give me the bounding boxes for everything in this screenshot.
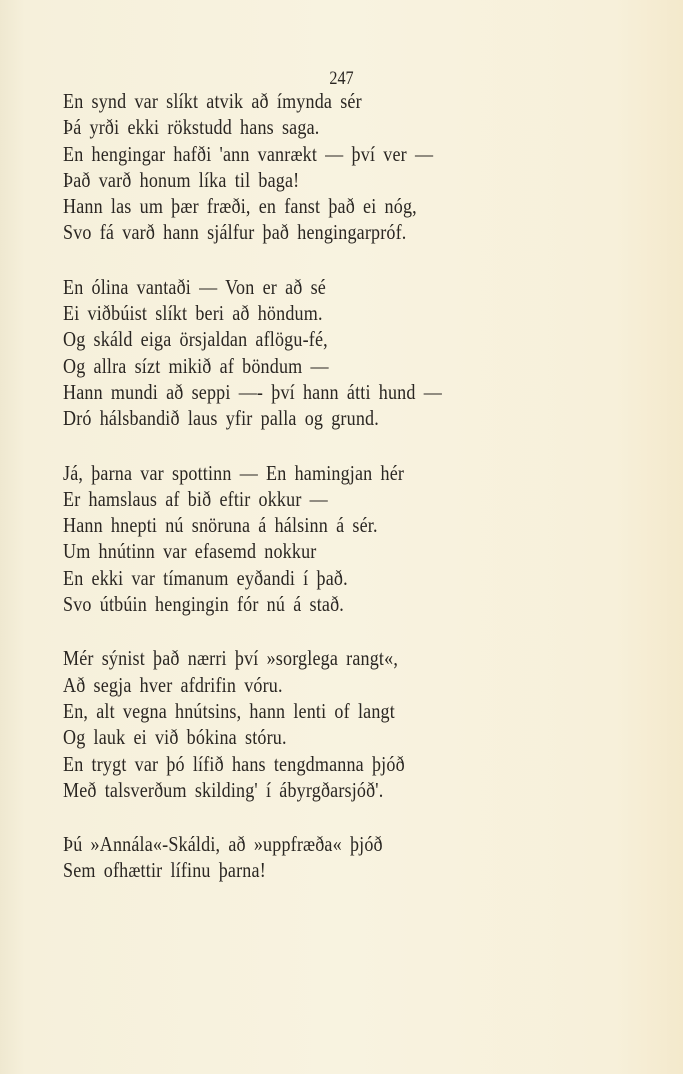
stanza-5: [63, 831, 504, 884]
poem-line: En synd var slíkt atvik að ímynda sér: [63, 89, 362, 113]
poem-line: Sem ofhættir lífinu þarna!: [63, 858, 266, 883]
poem-line: Mér sýnist það nærri því »sorglega rangt«,: [63, 646, 399, 671]
poem-line: En ólina vantaði — Von er að sé: [63, 274, 326, 299]
poem-line: Hann hnepti nú snöruna á hálsinn á sér.: [63, 513, 378, 538]
page-number: 247: [329, 68, 354, 89]
poem-line: En, alt vegna hnútsins, hann lenti of langt: [63, 698, 395, 723]
stanza-4: [63, 645, 504, 803]
poem-line: En hengingar hafði 'ann vanrækt — því ver —: [63, 141, 434, 166]
poem-line: Já, þarna var spottinn — En hamingjan hér: [63, 460, 405, 485]
poem-line: Svo útbúin hengingin fór nú á stað.: [63, 592, 344, 617]
poem-line: Það varð honum líka til baga!: [63, 167, 300, 192]
poem-line: Dró hálsbandið laus yfir palla og grund.: [63, 406, 379, 431]
poem-line: Ei viðbúist slíkt beri að höndum.: [63, 301, 323, 326]
poem-line: Að segja hver afdrifin vóru.: [63, 672, 283, 697]
poem-line: Hann mundi að seppi —- því hann átti hund —: [63, 379, 442, 404]
poem-line: Og skáld eiga örsjaldan aflögu-fé,: [63, 327, 328, 352]
stanza-1: [63, 88, 504, 246]
poem-line: Þá yrði ekki rökstudd hans saga.: [63, 115, 320, 140]
poem: [63, 88, 504, 912]
poem-line: Um hnútinn var efasemd nokkur: [63, 539, 317, 564]
poem-line: En trygt var þó lífið hans tengdmanna þjóð: [63, 751, 405, 776]
poem-line: Með talsverðum skilding' í ábyrgðarsjóð'.: [63, 777, 384, 802]
poem-line: Hann las um þær fræði, en fanst það ei nóg,: [63, 194, 417, 219]
poem-line: Þú »Annála«-Skáldi, að »uppfræða« þjóð: [63, 832, 383, 857]
poem-line: Og allra sízt mikið af böndum —: [63, 353, 329, 378]
poem-line: Svo fá varð hann sjálfur það hengingarpróf.: [63, 220, 407, 245]
stanza-3: [63, 460, 504, 618]
poem-line: Er hamslaus af bið eftir okkur —: [63, 486, 328, 511]
poem-line: Og lauk ei við bókina stóru.: [63, 725, 287, 750]
poem-line: En ekki var tímanum eyðandi í það.: [63, 565, 348, 590]
stanza-2: [63, 274, 504, 432]
